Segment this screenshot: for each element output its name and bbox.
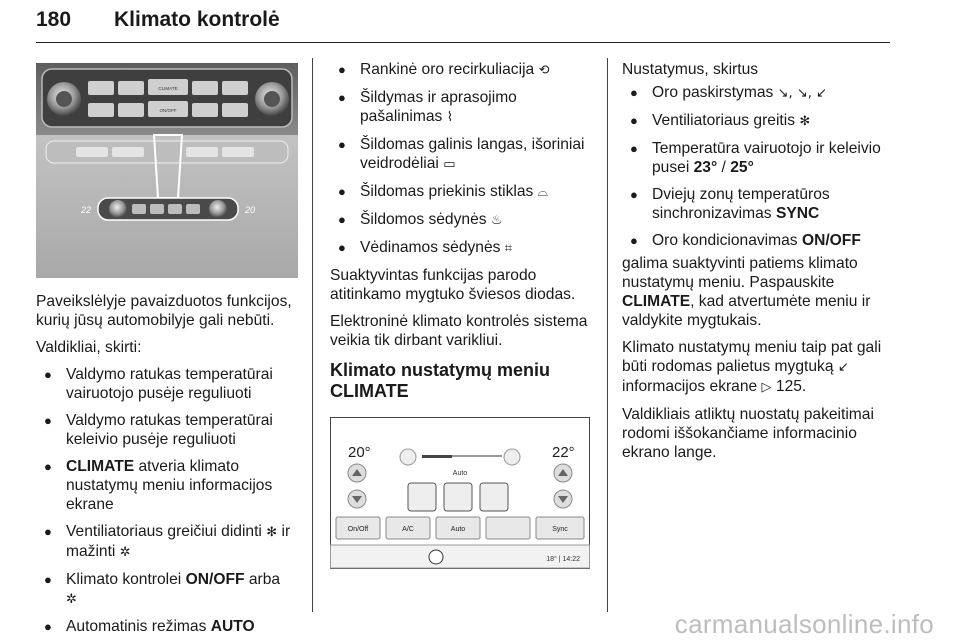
climate-panel-photo [36, 63, 298, 278]
seat-heat-icon: ♨ [490, 213, 503, 228]
fan-minus-icon: ✲ [119, 545, 131, 560]
screen-onoff-label: On/Off [347, 526, 369, 533]
list-item: ● Valdymo ratukas temperatūrai keleivio pusėje reguliuoti [36, 411, 301, 449]
distribution-button-3[interactable] [480, 483, 508, 511]
list-item: ● Valdymo ratukas temperatūrai vairuotojo pusėje reguliuoti [36, 365, 301, 403]
watermark: carmanualsonline.info [674, 609, 934, 639]
panel-right-temp: 20 [244, 205, 256, 215]
column-2 [330, 60, 595, 416]
rear-window-heat-icon: ▭ [443, 157, 456, 172]
column-divider-2 [607, 58, 608, 612]
screen-mode-label: Auto [452, 470, 468, 477]
settings-intro: Nustatymus, skirtus [622, 61, 759, 78]
column-1 [36, 292, 301, 644]
list-item: ● CLIMATE atveria klimato nustatymų meniu informacijos ekrane [36, 457, 301, 514]
page-title: Klimato kontrolė [114, 8, 280, 31]
defrost-icon: ⌇ [446, 110, 454, 125]
menu-paragraph: Klimato nustatymų meniu taip pat gali būti rodomas palietus mygtuką ↙ informacijos ekrane ▷ 125. [622, 339, 882, 395]
page-header [36, 8, 280, 32]
climate-menu-screen [330, 417, 590, 569]
list-item: ● Šildomas priekinis stiklas ⌓ [330, 182, 595, 202]
screen-status-bar: 18° | 14:22 [546, 556, 580, 563]
section-heading: Klimato nustatymų meniu CLIMATE [330, 360, 551, 401]
led-paragraph: Suaktyvintas funkcijas parodo atitinkamo mygtuko šviesos diodas. [330, 267, 576, 303]
list-item: ● Ventiliatoriaus greičiui didinti ✻ ir mažinti ✲ [36, 522, 301, 562]
screen-sync-label: Sync [552, 526, 568, 533]
list-item: ● Šildymas ir aprasojimo pašalinimas ⌇ [330, 88, 595, 127]
activation-paragraph: galima suaktyvinti patiems klimato nustatymų meniu. Paspauskite CLIMATE, kad atvertumėte meniu ir valdykite mygtukais. [622, 255, 871, 329]
list-item: ● Temperatūra vairuotojo ir keleivio pusei 23° / 25° [622, 139, 890, 177]
seat-vent-icon: ⌗ [504, 241, 513, 256]
onoff-icon: ✲ [66, 592, 77, 607]
list-item: ● Šildomos sėdynės ♨ [330, 210, 595, 230]
list-item: ● Rankinė oro recirkuliacija ⟲ [330, 60, 595, 80]
fan-plus-button[interactable] [504, 449, 520, 465]
panel-onoff-label: ON/OFF [159, 108, 177, 113]
screen-auto-label: Auto [450, 526, 466, 533]
engine-paragraph: Elektroninė klimato kontrolės sistema veikia tik dirbant varikliui. [330, 313, 588, 349]
list-item: ● Oro paskirstymas ↘, ↘, ↙ [622, 83, 890, 103]
list-item: ● Dviejų zonų temperatūros sinchronizavimas SYNC [622, 185, 890, 223]
list-item: ● Šildomas galinis langas, išoriniai veidrodėliai ▭ [330, 135, 595, 174]
fan-minus-button[interactable] [400, 449, 416, 465]
windscreen-heat-icon: ⌓ [537, 185, 548, 200]
screen-climate-menu-icon[interactable] [429, 550, 443, 564]
popup-paragraph: Valdikliais atliktų nuostatų pakeitimai rodomi iššokančiame informacinio ekrano lange. [622, 406, 874, 461]
fan-icon: ✻ [799, 114, 811, 129]
list-item: ● Klimato kontrolei ON/OFF arba ✲ [36, 570, 301, 609]
list-item: ● Vėdinamos sėdynės ⌗ [330, 238, 595, 258]
list-item: ● Oro kondicionavimas ON/OFF [622, 231, 890, 250]
distribution-button-2[interactable] [444, 483, 472, 511]
intro-paragraph: Paveikslėlyje pavaizduotos funkcijos, kurių jūsų automobilyje gali nebūti. [36, 293, 292, 329]
climate-menu-icon: ↙ [837, 360, 849, 375]
page-ref-arrow-icon: ▷ [761, 380, 772, 395]
list-item: ● Ventiliatoriaus greitis ✻ [622, 111, 890, 131]
controls-heading: Valdikliai, skirti: [36, 339, 142, 356]
functions-list [330, 60, 595, 258]
header-rule [36, 42, 890, 43]
column-divider-1 [312, 58, 313, 612]
fan-plus-icon: ✻ [266, 525, 278, 540]
list-item: ● Automatinis režimas AUTO [36, 617, 301, 636]
screen-temp-right: 22° [552, 444, 575, 461]
air-distribution-icon: ↘, ↘, ↙ [777, 86, 827, 101]
recirculation-icon: ⟲ [538, 63, 550, 78]
screen-temp-left: 20° [348, 444, 371, 461]
panel-left-temp: 22 [80, 205, 92, 215]
column-3 [622, 60, 890, 470]
panel-climate-label: CLIMATE [158, 86, 178, 91]
screen-ac-label: A/C [402, 526, 414, 533]
settings-list [622, 83, 890, 250]
page-number: 180 [36, 8, 72, 31]
controls-list [36, 365, 301, 636]
screen-recirc-button[interactable] [486, 517, 530, 539]
distribution-button-1[interactable] [408, 483, 436, 511]
